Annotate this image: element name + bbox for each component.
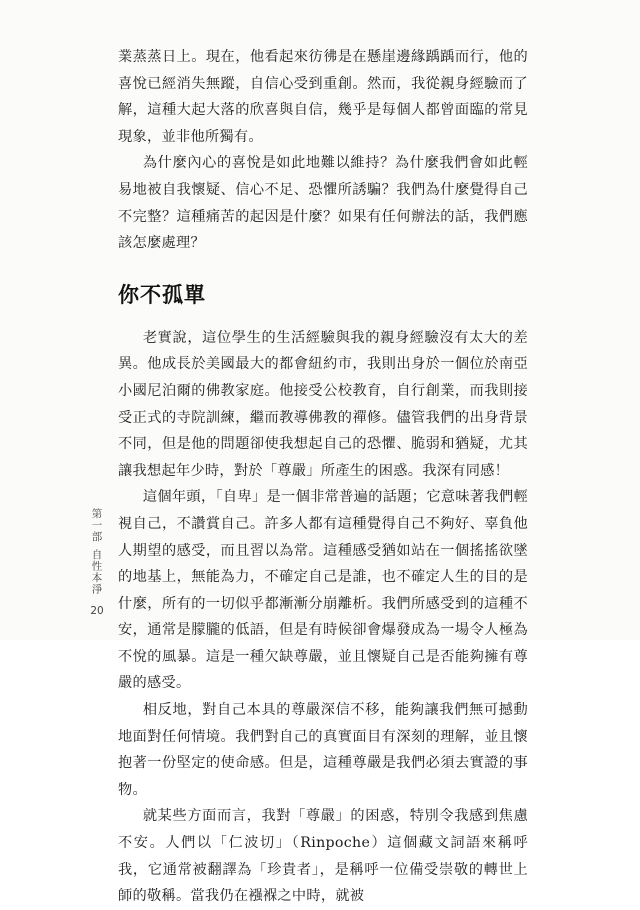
paragraph-continued: 業蒸蒸日上。現在，他看起來彷彿是在懸崖邊緣踽踽而行，他的喜悅已經消失無蹤，自信心受到重創。然而，我從親身經驗而了解，這種大起大落的欣喜與自信，幾乎是每個人都曾面臨的常見現象，並非他所獨有。 — [118, 49, 528, 145]
section-heading: 你不孤單 — [118, 282, 206, 307]
paragraph-1: 老實說，這位學生的生活經驗與我的親身經驗沒有太大的差異。他成長於美國最大的都會紐約市，我則出身於一個位於南亞小國尼泊爾的佛教家庭。他接受公校教育，自行創業，而我則接受正式的寺院訓練，繼而教導佛教的禪修。儘管我們的出身背景不同，但是他的問題卻使我想起自己的恐懼、脆弱和猶疑，尤其讓我想起年少時，對於「尊嚴」所產生的困惑。我深有同感！ — [118, 329, 528, 479]
part-title: 自性本淨 — [90, 548, 103, 595]
main-text — [118, 44, 528, 910]
paragraph-3: 相反地，對自己本具的尊嚴深信不移，能夠讓我們無可撼動地面對任何情境。我們對自己的真實面目有深刻的理解，並且懷抱著一份堅定的使命感。但是，這種尊嚴是我們必須去實證的事物。 — [118, 702, 528, 798]
part-label: 第一部 — [90, 508, 103, 543]
running-sidebar — [86, 508, 108, 617]
paragraph-2: 這個年頭，「自卑」是一個非常普遍的話題；它意味著我們輕視自己，不讚賞自己。許多人都有這種覺得自己不夠好、辜負他人期望的感受，而且習以為常。這種感受猶如站在一個搖搖欲墜的地基上，無能為力，不確定自己是誰，也不確定人生的目的是什麼，所有的一切似乎都漸漸分崩離析。我們所感受到的這種不安，通常是朦朧的低語，但是有時候卻會爆發成為一場令人極為不悅的風暴。這是一種欠缺尊嚴，並且懷疑自己是否能夠擁有尊嚴的感受。 — [118, 489, 528, 692]
paragraph-4: 就某些方面而言，我對「尊嚴」的困惑，特別令我感到焦慮不安。人們以「仁波切」（Rinpoche）這個藏文詞語來稱呼我，它通常被翻譯為「珍貴者」，是稱呼一位備受崇敬的轉世上師的敬稱。當我仍在襁褓之中時，就被 — [118, 808, 528, 905]
page-number: 20 — [90, 604, 104, 617]
paragraph-questions: 為什麼內心的喜悅是如此地難以維持？為什麼我們會如此輕易地被自我懷疑、信心不足、恐懼所誘騙？我們為什麼覺得自己不完整？這種痛苦的起因是什麼？如果有任何辦法的話，我們應該怎麼處理？ — [118, 155, 528, 252]
